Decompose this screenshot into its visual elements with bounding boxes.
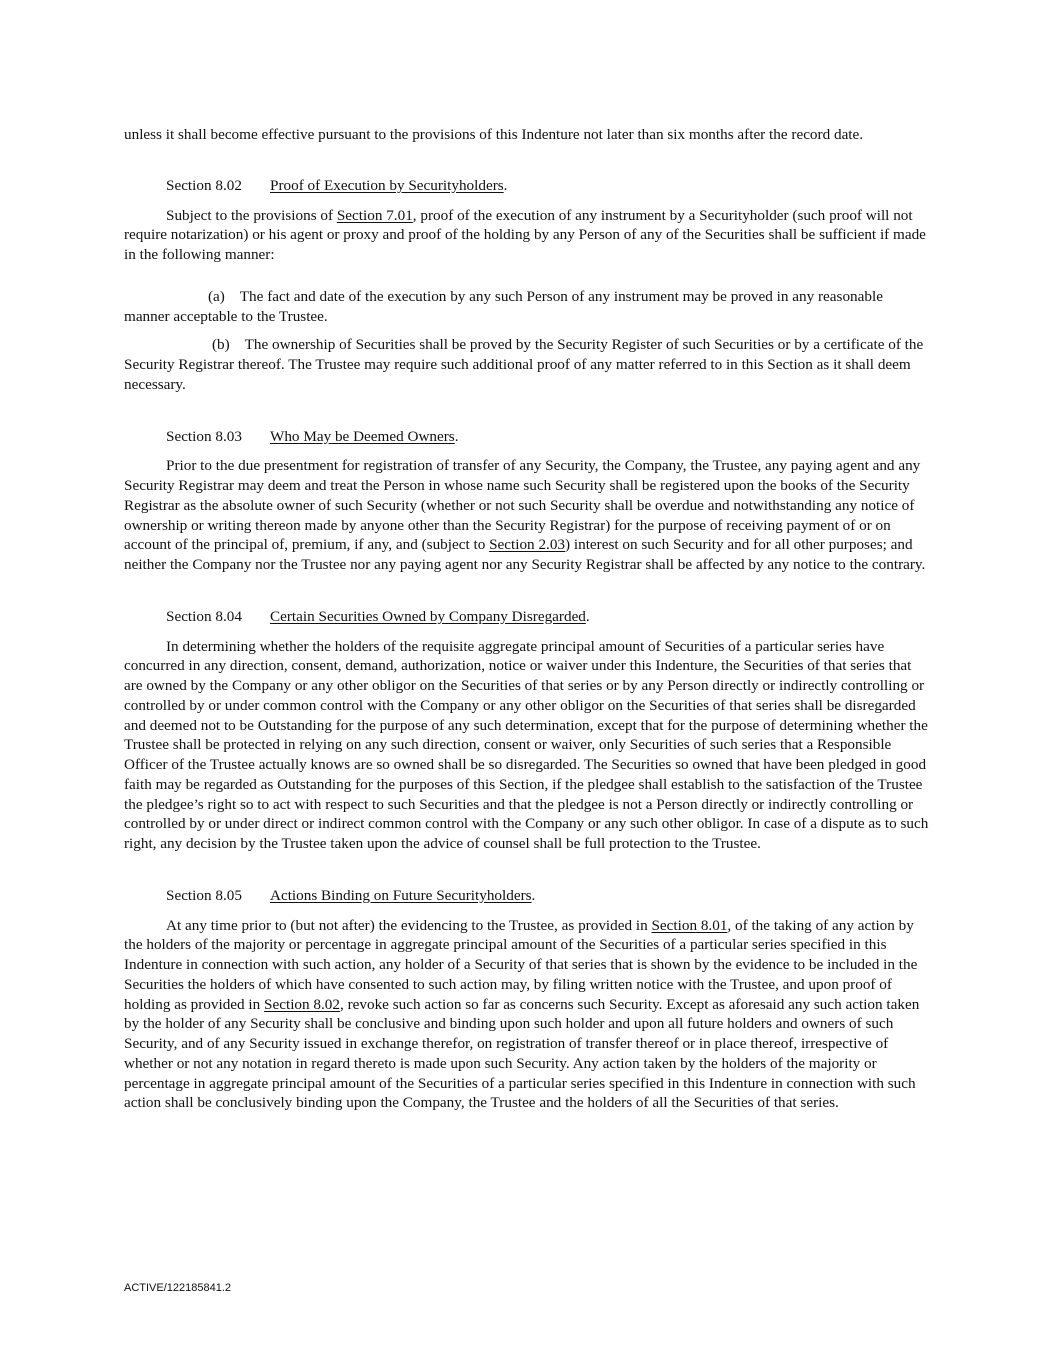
continuation-paragraph: unless it shall become effective pursuant to the provisions of this Indenture not later than six months after the record date.: [124, 126, 864, 143]
section-title: Certain Securities Owned by Company Disregarded: [270, 607, 586, 625]
cross-reference-link[interactable]: Section 7.01: [336, 206, 413, 224]
list-marker: (b): [212, 336, 230, 354]
list-item-text: The ownership of Securities shall be proved by the Security Register of such Securities or by a certificate of the Security Registrar thereof. The Trustee may require such additional proof of any matter referred to in this Section as it shall deem necessary.: [124, 336, 924, 393]
list-item-text: The fact and date of the execution by any such Person of any instrument may be proved in any reasonable manner acceptable to the Trustee.: [124, 287, 883, 325]
text-run: , revoke such action so far as concerns such Security. Except as aforesaid any such action taken by the holder of any Security shall be conclusive and binding upon such holder and upon all future holders and owners of such Security, and of any Security issued in exchange therefor, on registration of transfer thereof or in place thereof, irrespective of whether or not any notation in regard thereto is made upon such Security. Any action taken by the holders of the majority or percentage in aggregate principal amount of the Securities of a particular series specified in this Indenture in connection with such action shall be conclusively binding upon the Company, the Trustee and the holders of all the Securities of that series.: [124, 995, 920, 1112]
cross-reference-link[interactable]: Section 8.01: [651, 916, 728, 934]
text-run: Subject to the provisions of: [166, 206, 337, 224]
section-number: Section 8.04: [166, 607, 242, 625]
text-run: At any time prior to (but not after) the evidencing to the Trustee, as provided in: [166, 916, 652, 934]
section-8-02-heading: Section 8.02 Proof of Execution by Securityholders.: [166, 176, 508, 194]
document-footer-id: ACTIVE/122185841.2: [124, 1282, 232, 1294]
text-run: Prior to the due presentment for registration of transfer of any Security, the Company, the Trustee, any paying agent and any Security Registrar may deem and treat the Person in whose name such Security shall be registered upon the books of the Security Registrar as the absolute owner of such Security (whether or not such Security shall be overdue and notwithstanding any notice of ownership or writing thereon made by anyone other than the Security Registrar) for the purpose of receiving payment of or on account of the principal of, premium, if any, and (subject to: [124, 457, 921, 554]
section-8-04-heading: Section 8.04 Certain Securities Owned by Company Disregarded.: [166, 607, 590, 625]
text-run: , proof of the execution of any instrument by a Securityholder (such proof will not require notarization) or his agent or proxy and proof of the holding by any Person of any of the Securities shall be sufficient if made in the following manner:: [124, 206, 926, 263]
section-8-04-body: In determining whether the holders of the requisite aggregate principal amount of Securities of a particular series have concurred in any direction, consent, demand, authorization, notice or waiver under this Indenture, the Securities of that series that are owned by the Company or any other obligor on the Securities of that series or by any Person directly or indirectly controlling or controlled by or under common control with the Company or any other obligor on the Securities of that series shall be disregarded and deemed not to be Outstanding for the purpose of any such determination, except that for the purpose of determining whether the Trustee shall be protected in relying on any such direction, consent or waiver, only Securities of such series that a Responsible Officer of the Trustee actually knows are so owned shall be so disregarded. The Securities so owned that have been pledged in good faith may be regarded as Outstanding for the purposes of this Section, if the pledgee shall establish to the satisfaction of the Trustee the pledgee’s right so to act with respect to such Securities and that the pledgee is not a Person directly or indirectly controlling or controlled by or under direct or indirect common control with the Company or any such other obligor. In case of a dispute as to such right, any decision by the Trustee taken upon the advice of counsel shall be full protection to the Trustee.: [124, 637, 929, 852]
section-title: Proof of Execution by Securityholders: [270, 176, 504, 194]
document-page: [124, 125, 930, 1113]
list-item-b: [124, 335, 930, 394]
section-8-03-heading: Section 8.03 Who May be Deemed Owners.: [166, 427, 459, 445]
list-item-a: [124, 287, 930, 327]
section-8-02-intro: [124, 206, 930, 265]
section-8-05-body: [124, 916, 930, 1114]
section-8-03-body: [124, 456, 930, 575]
section-title: Actions Binding on Future Securityholders: [270, 886, 532, 904]
section-number: Section 8.03: [166, 427, 242, 445]
section-title: Who May be Deemed Owners: [270, 427, 455, 445]
text-run: ) interest on such Security and for all other purposes; and neither the Company nor the Trustee nor any paying agent nor any Security Registrar shall be affected by any notice to the contrary.: [124, 536, 926, 573]
cross-reference-link[interactable]: Section 2.03: [489, 536, 566, 554]
list-marker: (a): [208, 287, 225, 305]
section-number: Section 8.05: [166, 886, 242, 904]
cross-reference-link[interactable]: Section 8.02: [264, 995, 340, 1013]
text-run: , of the taking of any action by the holders of the majority or percentage in aggregate principal amount of the Securities of a particular series specified in this Indenture in connection with such action, any holder of a Security of that series that is shown by the evidence to be included in the Securities the holders of which have consented to such action may, by filing written notice with the Trustee, and upon proof of holding as provided in: [124, 916, 918, 1013]
section-8-05-heading: Section 8.05 Actions Binding on Future Securityholders.: [166, 886, 536, 904]
section-number: Section 8.02: [166, 176, 242, 194]
